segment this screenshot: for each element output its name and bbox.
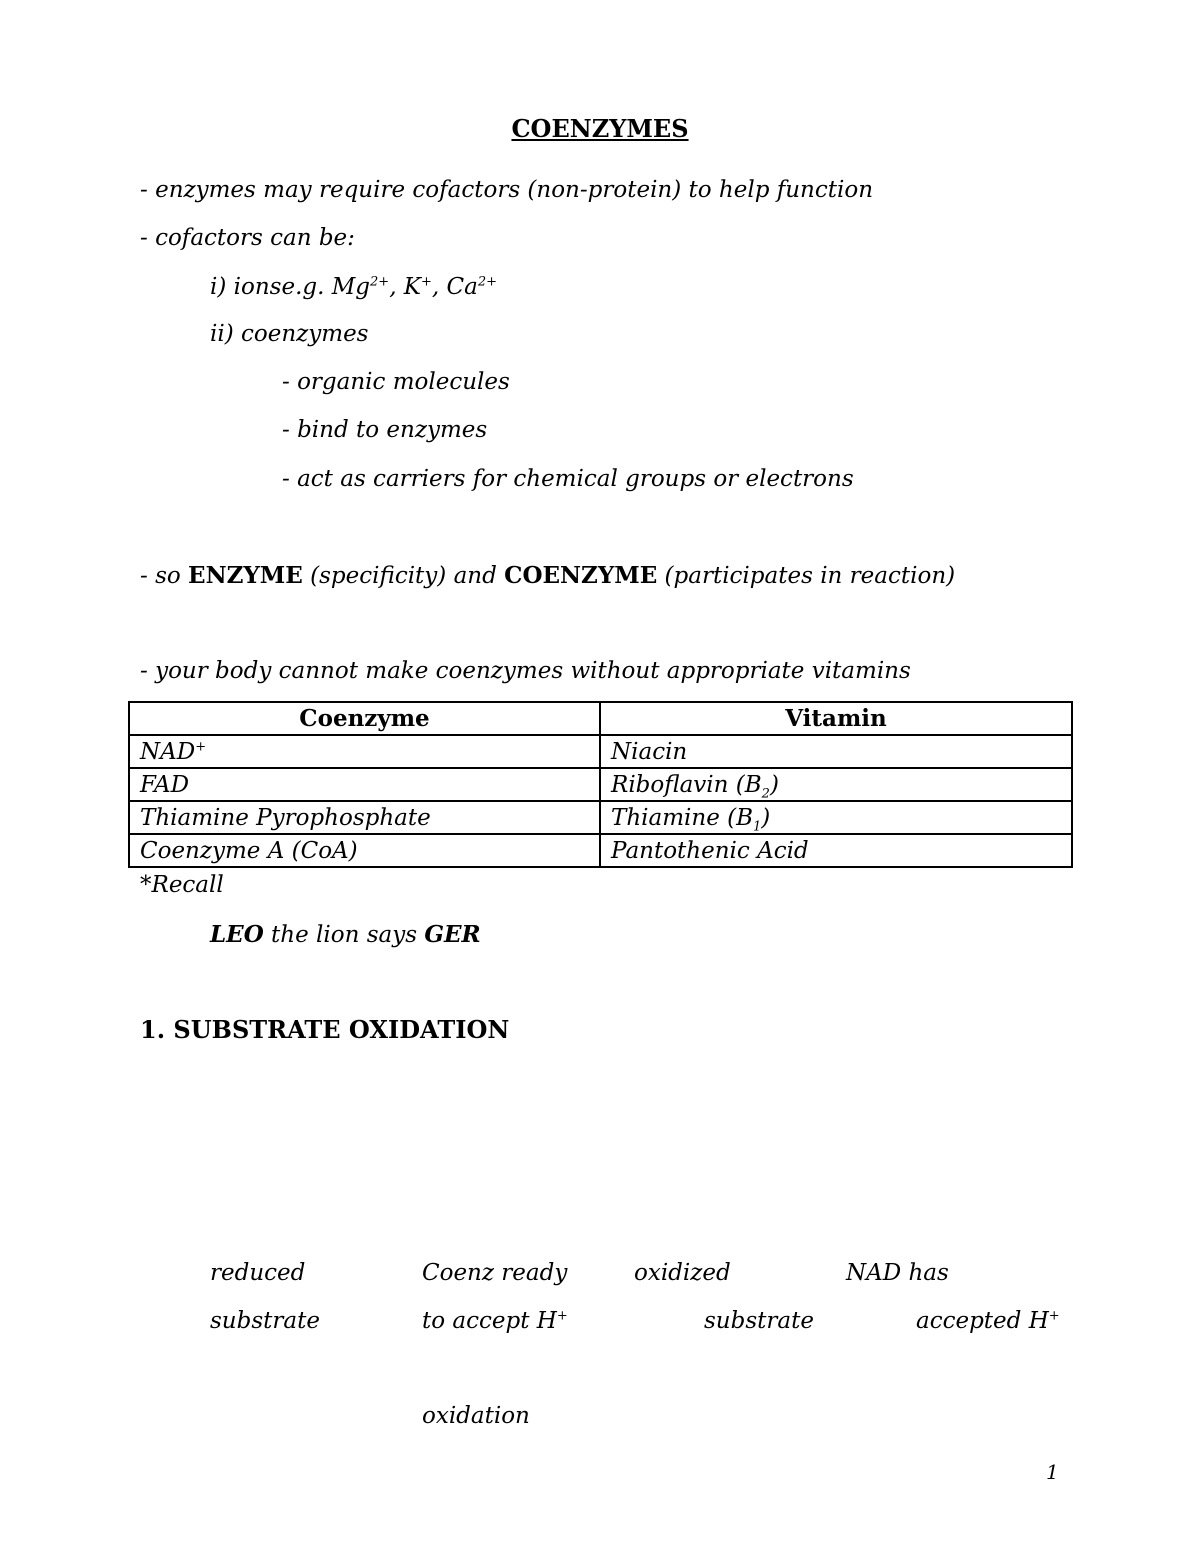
mnemonic-ger: GER: [424, 921, 481, 948]
cell-vitamin: Niacin: [600, 735, 1072, 768]
label-coenz-ready: Coenz ready: [422, 1260, 568, 1286]
label-substrate-1: substrate: [210, 1308, 320, 1334]
table-row: [129, 735, 1072, 768]
table-row: [129, 834, 1072, 867]
page-number: 1: [1046, 1460, 1059, 1484]
page-title: COENZYMES: [511, 114, 689, 143]
label-oxidation: oxidation: [422, 1403, 530, 1429]
cell-vitamin: Thiamine $(B_1)$: [600, 801, 1072, 834]
ca-charge: 2+: [477, 274, 498, 290]
bullet-cofactors-required: - enzymes may require cofactors (non-protein) to help function: [140, 177, 874, 203]
sub-bullet-bind: - bind to enzymes: [282, 417, 488, 443]
coenzymes-subheading: ii) coenzymes: [210, 321, 369, 347]
coenzyme-vitamin-table: [128, 701, 1073, 868]
mnemonic-leo: LEO: [210, 921, 264, 948]
coenzyme-term: COENZYME: [504, 562, 658, 589]
label-substrate-2: substrate: [704, 1308, 814, 1334]
label-oxidized: oxidized: [634, 1260, 731, 1286]
cell-coenzyme: Thiamine Pyrophosphate: [129, 801, 600, 834]
header-vitamin: Vitamin: [600, 702, 1072, 735]
cell-vitamin: Pantothenic Acid: [600, 834, 1072, 867]
table-row: [129, 801, 1072, 834]
section-heading: 1. SUBSTRATE OXIDATION: [140, 1015, 510, 1044]
cell-coenzyme: NAD+: [129, 735, 600, 768]
mg-charge: 2+: [370, 274, 390, 290]
label-to-accept: to accept H+: [422, 1308, 568, 1334]
sub-bullet-organic: - organic molecules: [282, 369, 510, 395]
enzyme-term: ENZYME: [188, 562, 303, 589]
enzyme-line-prefix: - so: [140, 563, 189, 589]
cell-coenzyme: Coenzyme A (CoA): [129, 834, 600, 867]
enzyme-coenzyme-line: [140, 561, 955, 591]
k-charge: +: [421, 274, 432, 290]
table-row: [129, 768, 1072, 801]
sub-bullet-carriers: - act as carriers for chemical groups or electrons: [282, 466, 854, 492]
header-coenzyme: Coenzyme: [129, 702, 600, 735]
label-reduced: reduced: [210, 1260, 306, 1286]
enzyme-line-suffix: (participates in reaction): [657, 563, 956, 589]
ions-ca: , Ca: [431, 274, 478, 300]
ions-line: [210, 272, 497, 302]
label-nad-has: NAD has: [846, 1260, 949, 1286]
mnemonic-middle: the lion says: [263, 922, 425, 948]
mnemonic: [210, 920, 481, 950]
enzyme-line-middle: (specificity) and: [302, 563, 505, 589]
ions-text: i) ionse.g. Mg: [210, 274, 371, 300]
vitamin-intro: - your body cannot make coenzymes without appropriate vitamins: [140, 658, 911, 684]
label-accepted: accepted H+: [916, 1308, 1060, 1334]
cell-coenzyme: FAD: [129, 768, 600, 801]
ions-k: , K: [389, 274, 421, 300]
cell-vitamin: Riboflavin $(B_2)$: [600, 768, 1072, 801]
table-header-row: [129, 702, 1072, 735]
recall-note: *Recall: [140, 872, 224, 898]
bullet-cofactors-can-be: - cofactors can be:: [140, 225, 355, 251]
